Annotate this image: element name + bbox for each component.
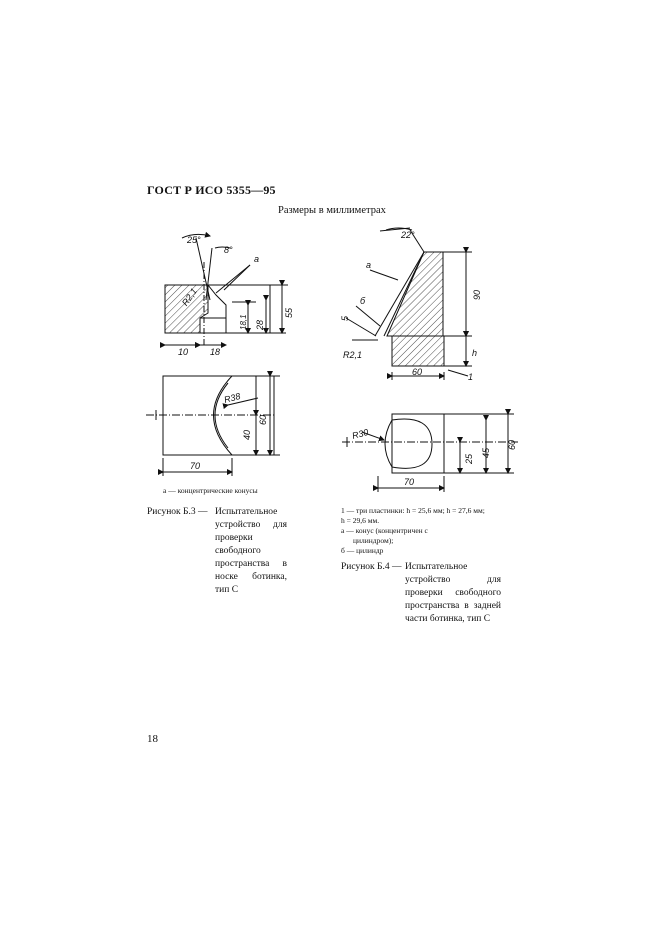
fig-b3-caption-text: Испытательное устройство для проверки свободного пространства в носке ботинка, тип С: [215, 507, 287, 595]
dim-18-1: 18,1: [239, 314, 248, 330]
dim-angle-8: 8°: [224, 245, 233, 255]
dim-40: 40: [242, 429, 252, 440]
fig-b3-plan: [146, 376, 280, 476]
fig-b4-plan-dims: [351, 427, 517, 487]
page-number: 18: [147, 733, 158, 745]
document-header: ГОСТ Р ИСО 5355—95: [147, 183, 276, 197]
fig-b4-plan: [342, 414, 518, 492]
dim-28: 28: [255, 319, 265, 330]
fig-b4-caption-text: Испытательное устройство для проверки свободного пространства в задней части ботинка, тип С: [405, 562, 501, 624]
dim-55: 55: [284, 307, 294, 318]
dim-r30: R30: [350, 426, 370, 441]
dim-r38: R38: [222, 390, 242, 405]
fig-b3-caption-label: Рисунок Б.3 —: [147, 507, 208, 517]
fig-b3-note: а — концентрические конусы: [163, 486, 258, 495]
dim-90: 90: [472, 289, 482, 300]
dim-angle-25: 25°: [187, 235, 201, 245]
legend-line: а — конус (концентричен с: [341, 526, 428, 535]
legend-line: h = 29,6 мм.: [341, 516, 380, 525]
label-a: a: [254, 254, 260, 264]
legend-line: б — цилиндр: [341, 546, 384, 555]
dim-radius: R2,1: [179, 286, 200, 308]
dim-10: 10: [178, 347, 189, 357]
dim-25: 25: [464, 453, 474, 464]
fig-b4-caption: [341, 561, 501, 624]
dim-70: 70: [190, 461, 201, 471]
dim-h: h: [472, 348, 478, 358]
legend-line: цилиндром);: [353, 536, 394, 545]
fig-b3-caption: [147, 506, 287, 595]
fig-b3-dims: [178, 235, 294, 357]
dim-5: 5: [340, 315, 350, 321]
units-subtitle: Размеры в миллиметрах: [278, 205, 386, 216]
label-a-b4: а: [366, 260, 372, 270]
fig-b4-caption-label: Рисунок Б.4 —: [341, 562, 402, 572]
dim-45: 45: [481, 447, 491, 458]
dim-60-plan: 60: [507, 439, 517, 450]
label-b: б: [360, 296, 366, 306]
dim-18: 18: [210, 347, 221, 357]
dim-70-b4: 70: [404, 477, 415, 487]
fig-b4-legend: [341, 506, 521, 556]
dim-60-b4: 60: [412, 367, 423, 377]
label-1: 1: [468, 372, 474, 382]
dim-angle-22: 22°: [401, 230, 415, 240]
legend-line: 1 — три пластинки: h = 25,6 мм; h = 27,6 мм;: [341, 506, 485, 515]
dim-60: 60: [258, 414, 268, 425]
dim-r2-1: R2,1: [343, 350, 363, 360]
